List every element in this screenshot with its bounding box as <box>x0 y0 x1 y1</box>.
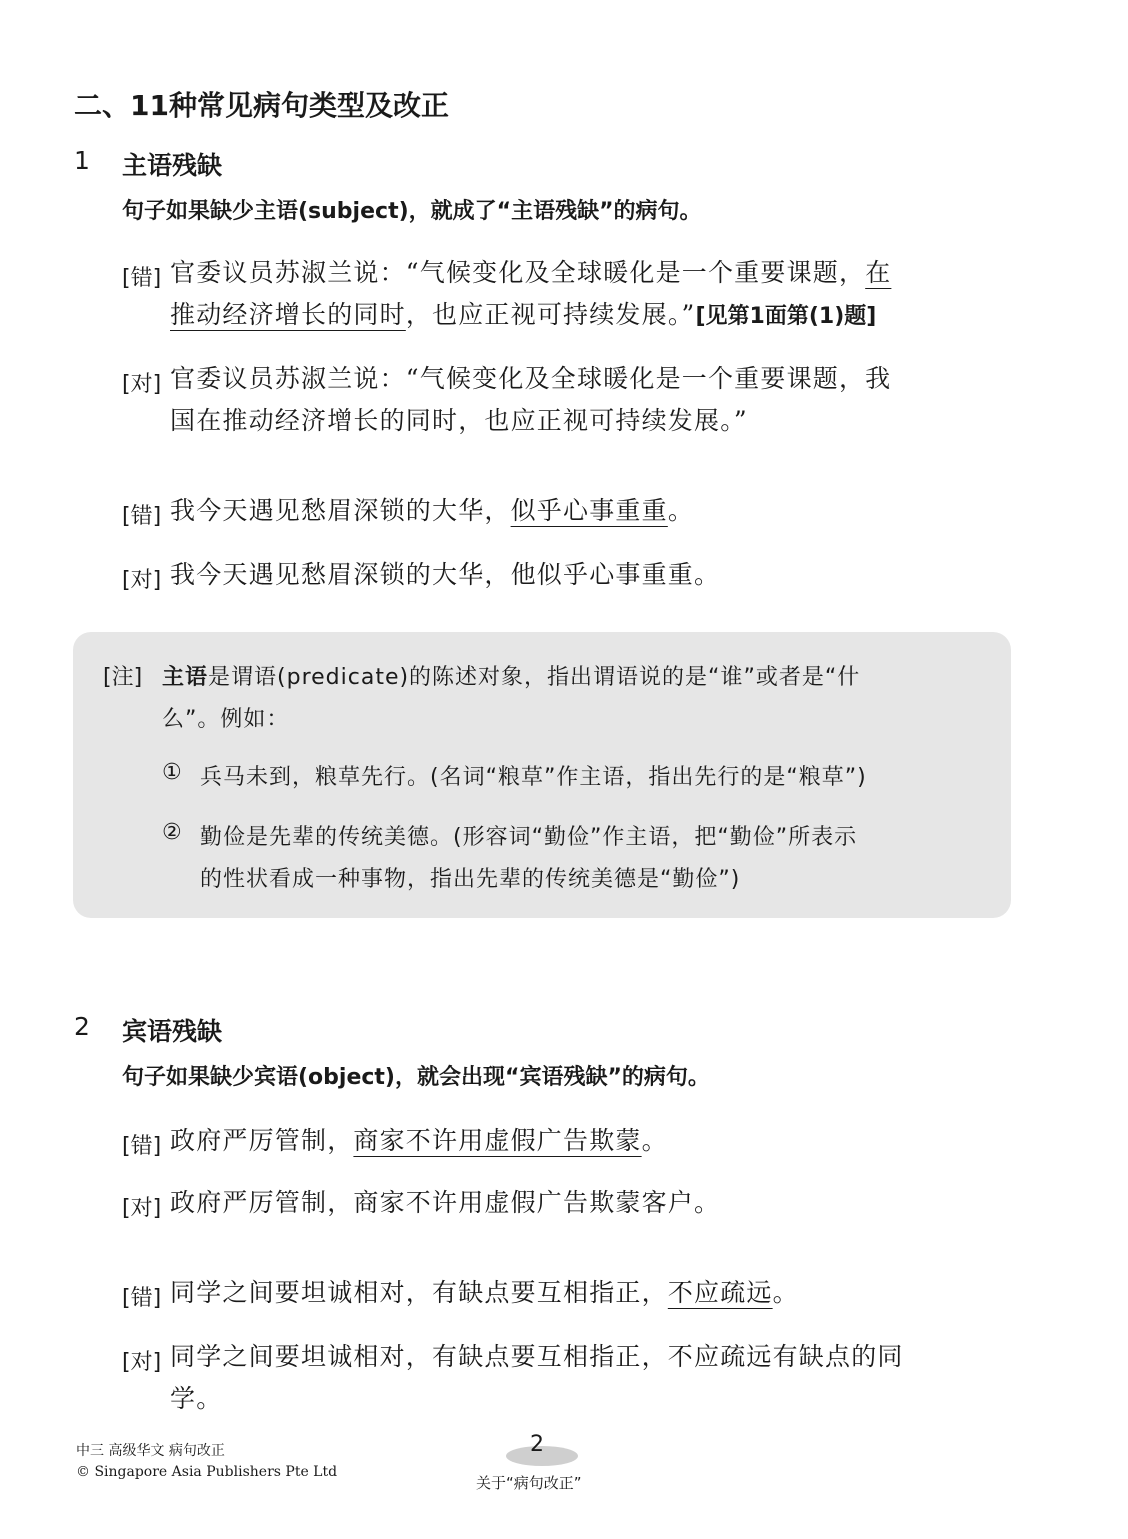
example-text: 。 <box>667 496 695 525</box>
copyright: © Singapore Asia Publishers Pte Ltd <box>76 1464 338 1480</box>
example-text: 我今天遇见愁眉深锁的大华，他似乎心事重重。 <box>170 560 721 589</box>
example-text: 官委议员苏淑兰说：“气候变化及全球暖化是一个重要课题， <box>170 258 866 287</box>
example-text: 政府严厉管制， <box>170 1126 354 1155</box>
note-tag: [注] <box>103 665 143 690</box>
example-text: 政府严厉管制，商家不许用虚假广告欺蒙客户。 <box>170 1188 721 1217</box>
wrong-tag: [错] <box>122 1286 162 1311</box>
section-title: 二、11种常见病句类型及改正 <box>74 89 449 122</box>
correct-tag: [对] <box>122 1196 162 1221</box>
page-number: 2 <box>530 1432 544 1457</box>
note-example: 勤俭是先辈的传统美德。(形容词“勤俭”作主语，把“勤俭”所表示 <box>200 825 858 850</box>
correct-tag: [对] <box>122 372 162 397</box>
section-heading: 主语残缺 <box>122 151 223 180</box>
section-number: 2 <box>74 1012 90 1041</box>
underlined-error: 不应疏远 <box>667 1278 773 1307</box>
example-text: 官委议员苏淑兰说：“气候变化及全球暖化是一个重要课题，我 <box>170 364 892 393</box>
correct-tag: [对] <box>122 1350 162 1375</box>
section-number: 1 <box>74 146 90 175</box>
wrong-tag: [错] <box>122 504 162 529</box>
wrong-tag: [错] <box>122 1134 162 1159</box>
note-text: 是谓语(predicate)的陈述对象，指出谓语说的是“谁”或者是“什 <box>208 665 861 690</box>
example-text: 同学之间要坦诚相对，有缺点要互相指正，不应疏远有缺点的同 <box>170 1342 904 1371</box>
underlined-error: 似乎心事重重 <box>510 496 668 525</box>
note-line <box>162 660 860 691</box>
section-label: 关于“病句改正” <box>476 1474 582 1492</box>
example-text: 国在推动经济增长的同时，也应正视可持续发展。” <box>170 406 748 435</box>
underlined-error: 推动经济增长的同时 <box>170 300 406 329</box>
section-heading: 宾语残缺 <box>122 1017 223 1046</box>
example-text: 。 <box>772 1278 799 1307</box>
example-text: ，也应正视可持续发展。” <box>405 300 696 329</box>
reference-note: [见第1面第(1)题] <box>695 304 877 329</box>
note-term: 主语 <box>162 665 209 690</box>
example-text: 学。 <box>170 1384 223 1413</box>
correct-tag: [对] <box>122 568 162 593</box>
list-marker: ② <box>162 820 182 845</box>
note-example: 的性状看成一种事物，指出先辈的传统美德是“勤俭”) <box>200 867 741 892</box>
note-example: 兵马未到，粮草先行。(名词“粮草”作主语，指出先行的是“粮草”) <box>200 765 867 790</box>
underlined-error: 商家不许用虚假广告欺蒙 <box>353 1126 642 1155</box>
note-line: 么”。例如： <box>162 707 290 732</box>
section-intro: 句子如果缺少主语(subject)，就成了“主语残缺”的病句。 <box>122 199 702 224</box>
underlined-error: 在 <box>865 258 892 287</box>
wrong-tag: [错] <box>122 266 162 291</box>
example-text: 。 <box>641 1126 668 1155</box>
list-marker: ① <box>162 760 182 785</box>
example-text: 同学之间要坦诚相对，有缺点要互相指正， <box>170 1278 668 1307</box>
example-text: 我今天遇见愁眉深锁的大华， <box>170 496 511 525</box>
section-intro: 句子如果缺少宾语(object)，就会出现“宾语残缺”的病句。 <box>122 1065 710 1090</box>
book-title: 中三 高级华文 病句改正 <box>76 1443 225 1459</box>
